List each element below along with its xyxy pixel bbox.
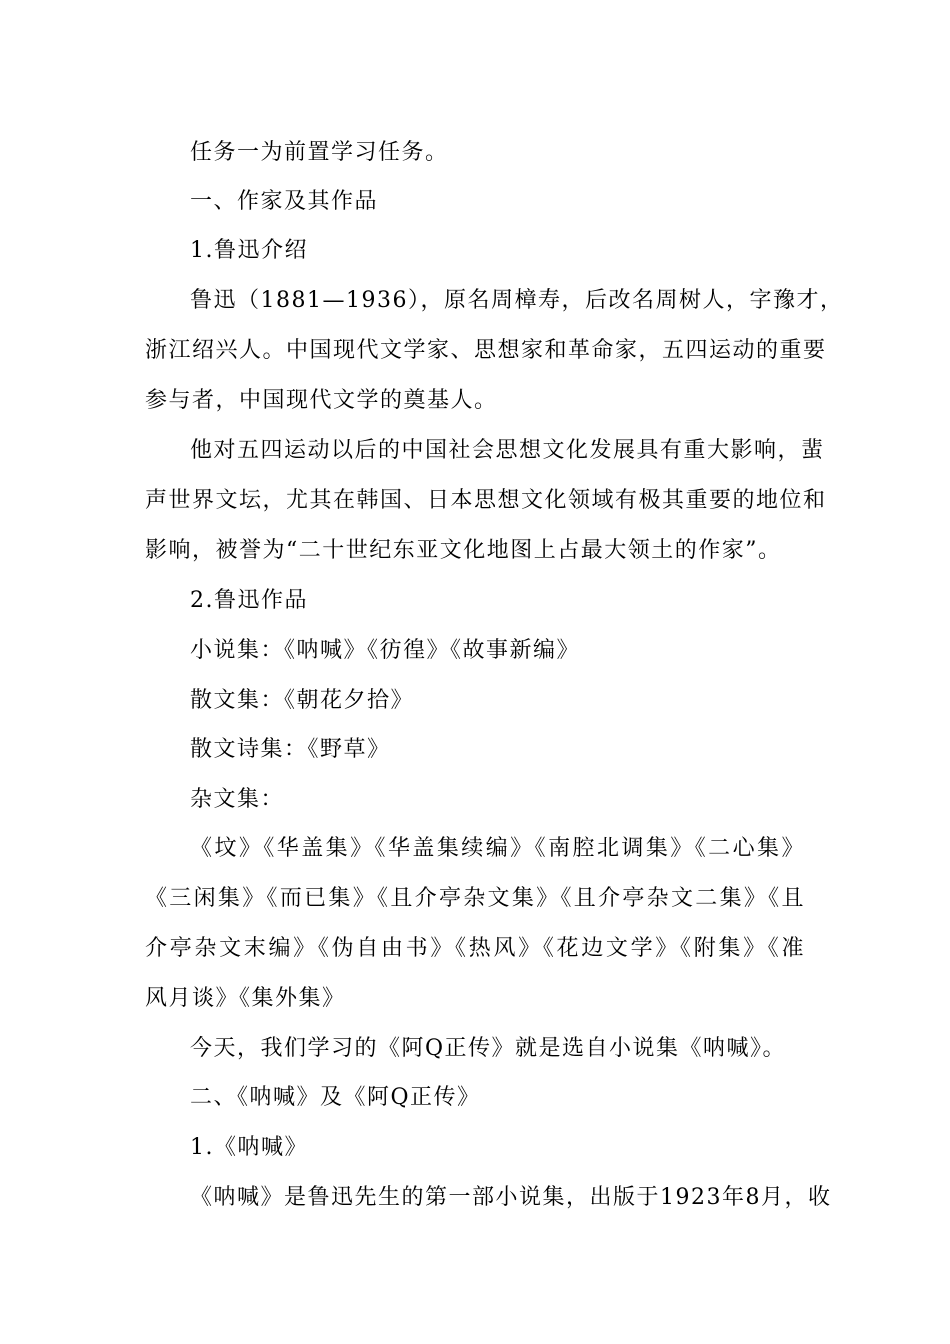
subheading-luxun-works: 2.鲁迅作品 [190,588,308,613]
paragraph-line: 参与者，中国现代文学的奠基人。 [145,388,498,413]
subheading-luxun-intro: 1.鲁迅介绍 [190,238,308,263]
works-essays: 散文集：《朝花夕拾》 [190,688,415,713]
works-prose-poems: 散文诗集：《野草》 [190,737,391,762]
works-zawen-list: 《坟》《华盖集》《华盖集续编》《南腔北调集》《二心集》 [190,836,805,861]
paragraph-line: 鲁迅（1881—1936），原名周樟寿，后改名周树人，字豫才， [190,288,844,313]
paragraph-line: 影响，被誉为“二十世纪东亚文化地图上占最大领土的作家”。 [145,538,782,563]
section-heading-author-works: 一、作家及其作品 [190,189,379,214]
paragraph-line: 声世界文坛，尤其在韩国、日本思想文化领域有极其重要的地位和 [145,488,827,513]
paragraph-line: 《呐喊》是鲁迅先生的第一部小说集，出版于1923年8月，收 [190,1185,832,1210]
works-zawen-label: 杂文集： [190,787,285,812]
intro-sentence: 任务一为前置学习任务。 [190,140,449,165]
works-zawen-list: 介亭杂文末编》《伪自由书》《热风》《花边文学》《附集》《准 [145,936,805,961]
section-heading-nahan: 二、《呐喊》及《阿Q正传》 [190,1085,481,1110]
subheading-nahan: 1.《呐喊》 [190,1135,308,1160]
paragraph-line: 浙江绍兴人。中国现代文学家、思想家和革命家，五四运动的重要 [145,338,827,363]
paragraph-line: 今天，我们学习的《阿Q正传》就是选自小说集《呐喊》。 [190,1036,787,1061]
works-zawen-list: 风月谈》《集外集》 [145,986,346,1011]
paragraph-line: 他对五四运动以后的中国社会思想文化发展具有重大影响，蜚 [190,438,825,463]
works-novels: 小说集：《呐喊》《彷徨》《故事新编》 [190,638,581,663]
works-zawen-list: 《三闲集》《而已集》《且介亭杂文集》《且介亭杂文二集》《且 [145,886,805,911]
